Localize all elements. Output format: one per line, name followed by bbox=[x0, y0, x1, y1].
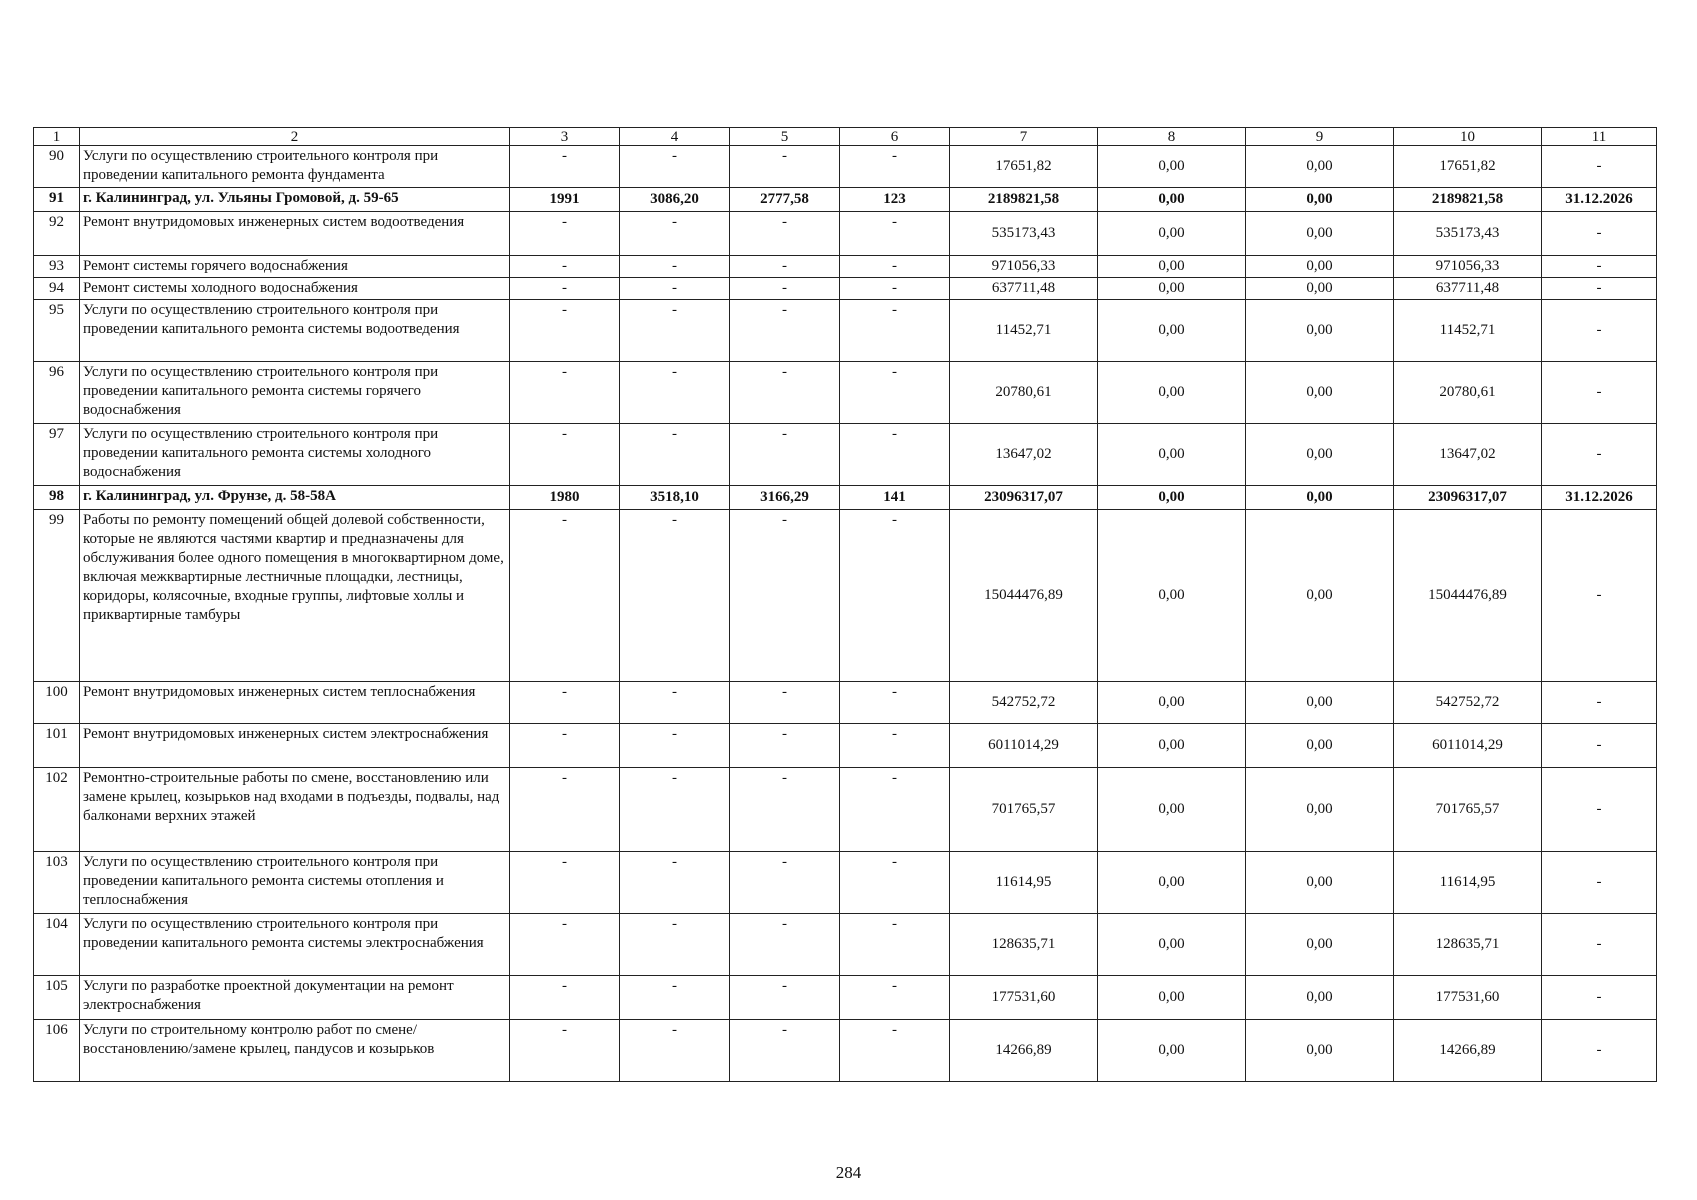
col-5-cell: 2777,58 bbox=[730, 188, 840, 212]
col-10-cell: 13647,02 bbox=[1394, 424, 1542, 486]
col-6-cell: - bbox=[840, 510, 950, 682]
col-10-cell: 15044476,89 bbox=[1394, 510, 1542, 682]
col-9-cell: 0,00 bbox=[1246, 914, 1394, 976]
description-cell: Ремонт внутридомовых инженерных систем теплоснабжения bbox=[80, 682, 510, 724]
col-11-cell: - bbox=[1542, 510, 1657, 682]
col-10-cell: 177531,60 bbox=[1394, 976, 1542, 1020]
col-8-cell: 0,00 bbox=[1098, 278, 1246, 300]
col-5-cell: - bbox=[730, 976, 840, 1020]
col-9-cell: 0,00 bbox=[1246, 424, 1394, 486]
col-8-cell: 0,00 bbox=[1098, 486, 1246, 510]
col-10-cell: 637711,48 bbox=[1394, 278, 1542, 300]
col-9-cell: 0,00 bbox=[1246, 852, 1394, 914]
col-8-cell: 0,00 bbox=[1098, 146, 1246, 188]
col-11-cell: - bbox=[1542, 852, 1657, 914]
col-6-cell: - bbox=[840, 362, 950, 424]
row-number-cell: 90 bbox=[34, 146, 80, 188]
page-number: 284 bbox=[835, 1163, 862, 1182]
col-5-cell: - bbox=[730, 914, 840, 976]
col-4-cell: - bbox=[620, 256, 730, 278]
col-11-cell: 31.12.2026 bbox=[1542, 486, 1657, 510]
table-row bbox=[34, 256, 1657, 278]
col-6-cell: - bbox=[840, 682, 950, 724]
col-6-cell: 141 bbox=[840, 486, 950, 510]
col-6-cell: - bbox=[840, 724, 950, 768]
col-9-cell: 0,00 bbox=[1246, 300, 1394, 362]
header-cell: 11 bbox=[1542, 128, 1657, 146]
col-8-cell: 0,00 bbox=[1098, 768, 1246, 852]
description-cell: Ремонт системы холодного водоснабжения bbox=[80, 278, 510, 300]
col-8-cell: 0,00 bbox=[1098, 724, 1246, 768]
row-number-cell: 103 bbox=[34, 852, 80, 914]
col-4-cell: - bbox=[620, 362, 730, 424]
row-number-cell: 94 bbox=[34, 278, 80, 300]
header-cell: 3 bbox=[510, 128, 620, 146]
col-9-cell: 0,00 bbox=[1246, 682, 1394, 724]
col-3-cell: - bbox=[510, 212, 620, 256]
header-cell: 7 bbox=[950, 128, 1098, 146]
col-11-cell: - bbox=[1542, 278, 1657, 300]
table-row bbox=[34, 768, 1657, 852]
col-4-cell: - bbox=[620, 300, 730, 362]
col-11-cell: - bbox=[1542, 256, 1657, 278]
column-number-header bbox=[34, 128, 1657, 146]
col-9-cell: 0,00 bbox=[1246, 724, 1394, 768]
col-7-cell: 177531,60 bbox=[950, 976, 1098, 1020]
col-11-cell: - bbox=[1542, 724, 1657, 768]
col-11-cell: - bbox=[1542, 768, 1657, 852]
row-number-cell: 105 bbox=[34, 976, 80, 1020]
row-number-cell: 101 bbox=[34, 724, 80, 768]
row-number-cell: 99 bbox=[34, 510, 80, 682]
col-5-cell: - bbox=[730, 212, 840, 256]
row-number-cell: 97 bbox=[34, 424, 80, 486]
table-row bbox=[34, 724, 1657, 768]
col-7-cell: 535173,43 bbox=[950, 212, 1098, 256]
description-cell: Услуги по осуществлению строительного контроля при проведении капитального ремонта системы холодного водоснабжения bbox=[80, 424, 510, 486]
col-9-cell: 0,00 bbox=[1246, 486, 1394, 510]
col-9-cell: 0,00 bbox=[1246, 362, 1394, 424]
col-10-cell: 17651,82 bbox=[1394, 146, 1542, 188]
table-row bbox=[34, 278, 1657, 300]
table-row bbox=[34, 424, 1657, 486]
col-7-cell: 14266,89 bbox=[950, 1020, 1098, 1082]
col-7-cell: 23096317,07 bbox=[950, 486, 1098, 510]
row-number-cell: 102 bbox=[34, 768, 80, 852]
col-7-cell: 701765,57 bbox=[950, 768, 1098, 852]
col-4-cell: - bbox=[620, 852, 730, 914]
col-6-cell: - bbox=[840, 278, 950, 300]
col-4-cell: - bbox=[620, 768, 730, 852]
row-number-cell: 104 bbox=[34, 914, 80, 976]
col-10-cell: 701765,57 bbox=[1394, 768, 1542, 852]
description-cell: г. Калининград, ул. Ульяны Громовой, д. 59-65 bbox=[80, 188, 510, 212]
col-6-cell: - bbox=[840, 768, 950, 852]
col-9-cell: 0,00 bbox=[1246, 256, 1394, 278]
col-3-cell: - bbox=[510, 146, 620, 188]
col-5-cell: - bbox=[730, 724, 840, 768]
col-5-cell: - bbox=[730, 362, 840, 424]
col-8-cell: 0,00 bbox=[1098, 914, 1246, 976]
description-cell: г. Калининград, ул. Фрунзе, д. 58-58А bbox=[80, 486, 510, 510]
col-11-cell: - bbox=[1542, 362, 1657, 424]
col-8-cell: 0,00 bbox=[1098, 256, 1246, 278]
description-cell: Услуги по строительному контролю работ по смене/восстановлению/замене крылец, пандусов и козырьков bbox=[80, 1020, 510, 1082]
table-row bbox=[34, 976, 1657, 1020]
col-3-cell: - bbox=[510, 256, 620, 278]
row-number-cell: 96 bbox=[34, 362, 80, 424]
col-6-cell: - bbox=[840, 914, 950, 976]
description-cell: Услуги по осуществлению строительного контроля при проведении капитального ремонта системы водоотведения bbox=[80, 300, 510, 362]
col-8-cell: 0,00 bbox=[1098, 424, 1246, 486]
col-4-cell: - bbox=[620, 278, 730, 300]
col-11-cell: - bbox=[1542, 300, 1657, 362]
col-8-cell: 0,00 bbox=[1098, 1020, 1246, 1082]
description-cell: Услуги по осуществлению строительного контроля при проведении капитального ремонта системы горячего водоснабжения bbox=[80, 362, 510, 424]
col-4-cell: - bbox=[620, 1020, 730, 1082]
col-6-cell: - bbox=[840, 976, 950, 1020]
col-3-cell: - bbox=[510, 424, 620, 486]
col-9-cell: 0,00 bbox=[1246, 188, 1394, 212]
col-3-cell: - bbox=[510, 682, 620, 724]
header-cell: 5 bbox=[730, 128, 840, 146]
col-9-cell: 0,00 bbox=[1246, 212, 1394, 256]
col-7-cell: 11614,95 bbox=[950, 852, 1098, 914]
col-5-cell: 3166,29 bbox=[730, 486, 840, 510]
row-number-cell: 100 bbox=[34, 682, 80, 724]
col-11-cell: - bbox=[1542, 424, 1657, 486]
col-9-cell: 0,00 bbox=[1246, 510, 1394, 682]
col-11-cell: - bbox=[1542, 682, 1657, 724]
col-9-cell: 0,00 bbox=[1246, 768, 1394, 852]
col-11-cell: - bbox=[1542, 914, 1657, 976]
col-8-cell: 0,00 bbox=[1098, 300, 1246, 362]
table-row bbox=[34, 486, 1657, 510]
table-row bbox=[34, 362, 1657, 424]
col-10-cell: 6011014,29 bbox=[1394, 724, 1542, 768]
col-11-cell: 31.12.2026 bbox=[1542, 188, 1657, 212]
col-10-cell: 11452,71 bbox=[1394, 300, 1542, 362]
col-10-cell: 971056,33 bbox=[1394, 256, 1542, 278]
table-body bbox=[34, 146, 1657, 1082]
col-3-cell: - bbox=[510, 914, 620, 976]
col-3-cell: - bbox=[510, 976, 620, 1020]
col-3-cell: - bbox=[510, 362, 620, 424]
col-3-cell: 1980 bbox=[510, 486, 620, 510]
col-10-cell: 535173,43 bbox=[1394, 212, 1542, 256]
col-11-cell: - bbox=[1542, 976, 1657, 1020]
row-number-cell: 95 bbox=[34, 300, 80, 362]
col-5-cell: - bbox=[730, 510, 840, 682]
col-3-cell: - bbox=[510, 724, 620, 768]
col-11-cell: - bbox=[1542, 146, 1657, 188]
col-5-cell: - bbox=[730, 682, 840, 724]
table-row bbox=[34, 300, 1657, 362]
col-6-cell: - bbox=[840, 852, 950, 914]
col-5-cell: - bbox=[730, 768, 840, 852]
header-cell: 9 bbox=[1246, 128, 1394, 146]
description-cell: Услуги по осуществлению строительного контроля при проведении капитального ремонта фундамента bbox=[80, 146, 510, 188]
col-6-cell: 123 bbox=[840, 188, 950, 212]
table-row bbox=[34, 914, 1657, 976]
col-4-cell: 3086,20 bbox=[620, 188, 730, 212]
table-row bbox=[34, 852, 1657, 914]
col-9-cell: 0,00 bbox=[1246, 278, 1394, 300]
col-7-cell: 637711,48 bbox=[950, 278, 1098, 300]
description-cell: Ремонт внутридомовых инженерных систем электроснабжения bbox=[80, 724, 510, 768]
col-3-cell: - bbox=[510, 278, 620, 300]
description-cell: Услуги по осуществлению строительного контроля при проведении капитального ремонта системы электроснабжения bbox=[80, 914, 510, 976]
col-4-cell: - bbox=[620, 510, 730, 682]
row-number-cell: 106 bbox=[34, 1020, 80, 1082]
header-cell: 10 bbox=[1394, 128, 1542, 146]
col-8-cell: 0,00 bbox=[1098, 188, 1246, 212]
table-row bbox=[34, 682, 1657, 724]
col-10-cell: 14266,89 bbox=[1394, 1020, 1542, 1082]
col-4-cell: - bbox=[620, 724, 730, 768]
col-3-cell: - bbox=[510, 768, 620, 852]
col-3-cell: - bbox=[510, 300, 620, 362]
col-7-cell: 128635,71 bbox=[950, 914, 1098, 976]
col-5-cell: - bbox=[730, 278, 840, 300]
header-cell: 6 bbox=[840, 128, 950, 146]
col-5-cell: - bbox=[730, 300, 840, 362]
col-6-cell: - bbox=[840, 1020, 950, 1082]
col-6-cell: - bbox=[840, 300, 950, 362]
col-11-cell: - bbox=[1542, 212, 1657, 256]
col-4-cell: - bbox=[620, 914, 730, 976]
header-cell: 4 bbox=[620, 128, 730, 146]
col-9-cell: 0,00 bbox=[1246, 976, 1394, 1020]
col-4-cell: 3518,10 bbox=[620, 486, 730, 510]
col-3-cell: - bbox=[510, 852, 620, 914]
col-7-cell: 542752,72 bbox=[950, 682, 1098, 724]
col-8-cell: 0,00 bbox=[1098, 212, 1246, 256]
col-7-cell: 971056,33 bbox=[950, 256, 1098, 278]
col-5-cell: - bbox=[730, 146, 840, 188]
col-8-cell: 0,00 bbox=[1098, 362, 1246, 424]
col-4-cell: - bbox=[620, 146, 730, 188]
col-8-cell: 0,00 bbox=[1098, 852, 1246, 914]
col-6-cell: - bbox=[840, 256, 950, 278]
col-5-cell: - bbox=[730, 256, 840, 278]
col-10-cell: 23096317,07 bbox=[1394, 486, 1542, 510]
row-number-cell: 92 bbox=[34, 212, 80, 256]
table-row bbox=[34, 510, 1657, 682]
col-5-cell: - bbox=[730, 1020, 840, 1082]
col-4-cell: - bbox=[620, 682, 730, 724]
description-cell: Услуги по осуществлению строительного контроля при проведении капитального ремонта системы отопления и теплоснабжения bbox=[80, 852, 510, 914]
description-cell: Услуги по разработке проектной документации на ремонт электроснабжения bbox=[80, 976, 510, 1020]
col-8-cell: 0,00 bbox=[1098, 510, 1246, 682]
header-cell: 8 bbox=[1098, 128, 1246, 146]
col-9-cell: 0,00 bbox=[1246, 1020, 1394, 1082]
col-11-cell: - bbox=[1542, 1020, 1657, 1082]
col-7-cell: 15044476,89 bbox=[950, 510, 1098, 682]
table-row bbox=[34, 1020, 1657, 1082]
col-10-cell: 2189821,58 bbox=[1394, 188, 1542, 212]
col-7-cell: 20780,61 bbox=[950, 362, 1098, 424]
col-7-cell: 13647,02 bbox=[950, 424, 1098, 486]
col-5-cell: - bbox=[730, 852, 840, 914]
header-cell: 1 bbox=[34, 128, 80, 146]
col-6-cell: - bbox=[840, 212, 950, 256]
table-row bbox=[34, 212, 1657, 256]
row-number-cell: 91 bbox=[34, 188, 80, 212]
col-6-cell: - bbox=[840, 146, 950, 188]
col-8-cell: 0,00 bbox=[1098, 976, 1246, 1020]
col-7-cell: 17651,82 bbox=[950, 146, 1098, 188]
col-10-cell: 542752,72 bbox=[1394, 682, 1542, 724]
description-cell: Ремонтно-строительные работы по смене, восстановлению или замене крылец, козырьков над входами в подъезды, подвалы, над балконами верхних этажей bbox=[80, 768, 510, 852]
table-row bbox=[34, 146, 1657, 188]
col-6-cell: - bbox=[840, 424, 950, 486]
col-4-cell: - bbox=[620, 976, 730, 1020]
col-3-cell: - bbox=[510, 510, 620, 682]
table-row bbox=[34, 188, 1657, 212]
col-7-cell: 11452,71 bbox=[950, 300, 1098, 362]
col-3-cell: 1991 bbox=[510, 188, 620, 212]
row-number-cell: 98 bbox=[34, 486, 80, 510]
col-4-cell: - bbox=[620, 212, 730, 256]
col-10-cell: 20780,61 bbox=[1394, 362, 1542, 424]
col-10-cell: 128635,71 bbox=[1394, 914, 1542, 976]
data-table bbox=[33, 127, 1657, 1082]
header-cell: 2 bbox=[80, 128, 510, 146]
col-4-cell: - bbox=[620, 424, 730, 486]
col-10-cell: 11614,95 bbox=[1394, 852, 1542, 914]
col-8-cell: 0,00 bbox=[1098, 682, 1246, 724]
col-7-cell: 6011014,29 bbox=[950, 724, 1098, 768]
col-7-cell: 2189821,58 bbox=[950, 188, 1098, 212]
description-cell: Работы по ремонту помещений общей долевой собственности, которые не являются частями квартир и предназначены для обслуживания более одного помещения в многоквартирном доме, включая межквартирные лестничные площадки, лестницы, коридоры, колясочные, входные группы, лифтовые холлы и приквартирные тамбуры bbox=[80, 510, 510, 682]
col-5-cell: - bbox=[730, 424, 840, 486]
description-cell: Ремонт внутридомовых инженерных систем водоотведения bbox=[80, 212, 510, 256]
col-9-cell: 0,00 bbox=[1246, 146, 1394, 188]
description-cell: Ремонт системы горячего водоснабжения bbox=[80, 256, 510, 278]
row-number-cell: 93 bbox=[34, 256, 80, 278]
col-3-cell: - bbox=[510, 1020, 620, 1082]
